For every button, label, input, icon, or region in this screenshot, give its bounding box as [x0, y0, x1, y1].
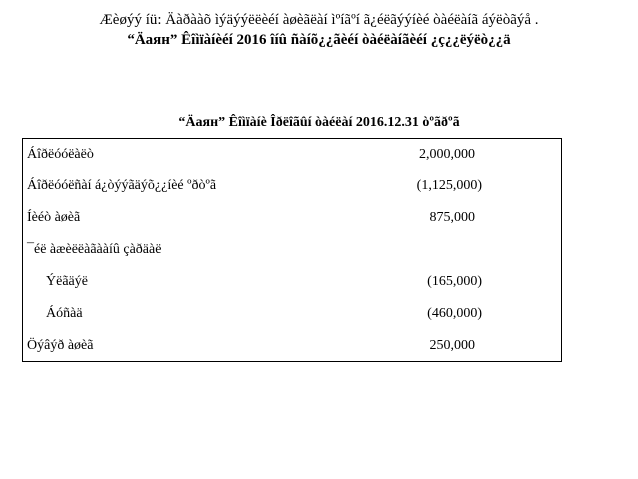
instruction-line: Æèøýý íü: Äàðààõ ìýäýýëëèéí àøèãëàí ìºíãºí ã¿éëãýýíèé òàéëàíã áýëòãýå .: [99, 12, 539, 28]
statement-row-revenue: [23, 147, 561, 169]
statement-caption: “Äаян” Êîìïàíè Îðëîãûí òàéëàí 2016.12.31 òºãðºã: [178, 115, 460, 130]
row-value: 250,000: [429, 338, 475, 353]
row-value: (1,125,000): [416, 178, 482, 193]
row-value: 875,000: [429, 210, 475, 225]
statement-row-net-profit: [23, 338, 561, 360]
income-statement-table: [22, 138, 562, 362]
statement-row-other: [23, 306, 561, 328]
row-label: Öýâýð àøèã: [27, 338, 94, 353]
row-label: Áîðëóóëàëò: [27, 147, 94, 162]
row-value: (460,000): [427, 306, 482, 321]
row-label: Áîðëóóëñàí á¿òýýãäýõ¿¿íèé ºðòºã: [27, 178, 217, 193]
row-label: ¯éë àæèëëàãààíû çàðäàë: [27, 242, 162, 257]
row-label: Íèéò àøèã: [27, 210, 81, 225]
statement-row-depreciation: [23, 274, 561, 296]
row-value: 2,000,000: [419, 147, 475, 162]
row-label: Áóñàä: [46, 306, 83, 321]
statement-row-gross-profit: [23, 210, 561, 232]
row-label: Ýëãäýë: [46, 274, 88, 289]
row-value: (165,000): [427, 274, 482, 289]
statement-row-operating-expenses: [23, 242, 561, 264]
statement-row-cost-of-goods: [23, 178, 561, 200]
assignment-title: “Äаян” Êîìïàíèéí 2016 îíû ñàíõ¿¿ãèéí òàéëàíãèéí ¿ç¿¿ëýëò¿¿ä: [127, 32, 511, 48]
